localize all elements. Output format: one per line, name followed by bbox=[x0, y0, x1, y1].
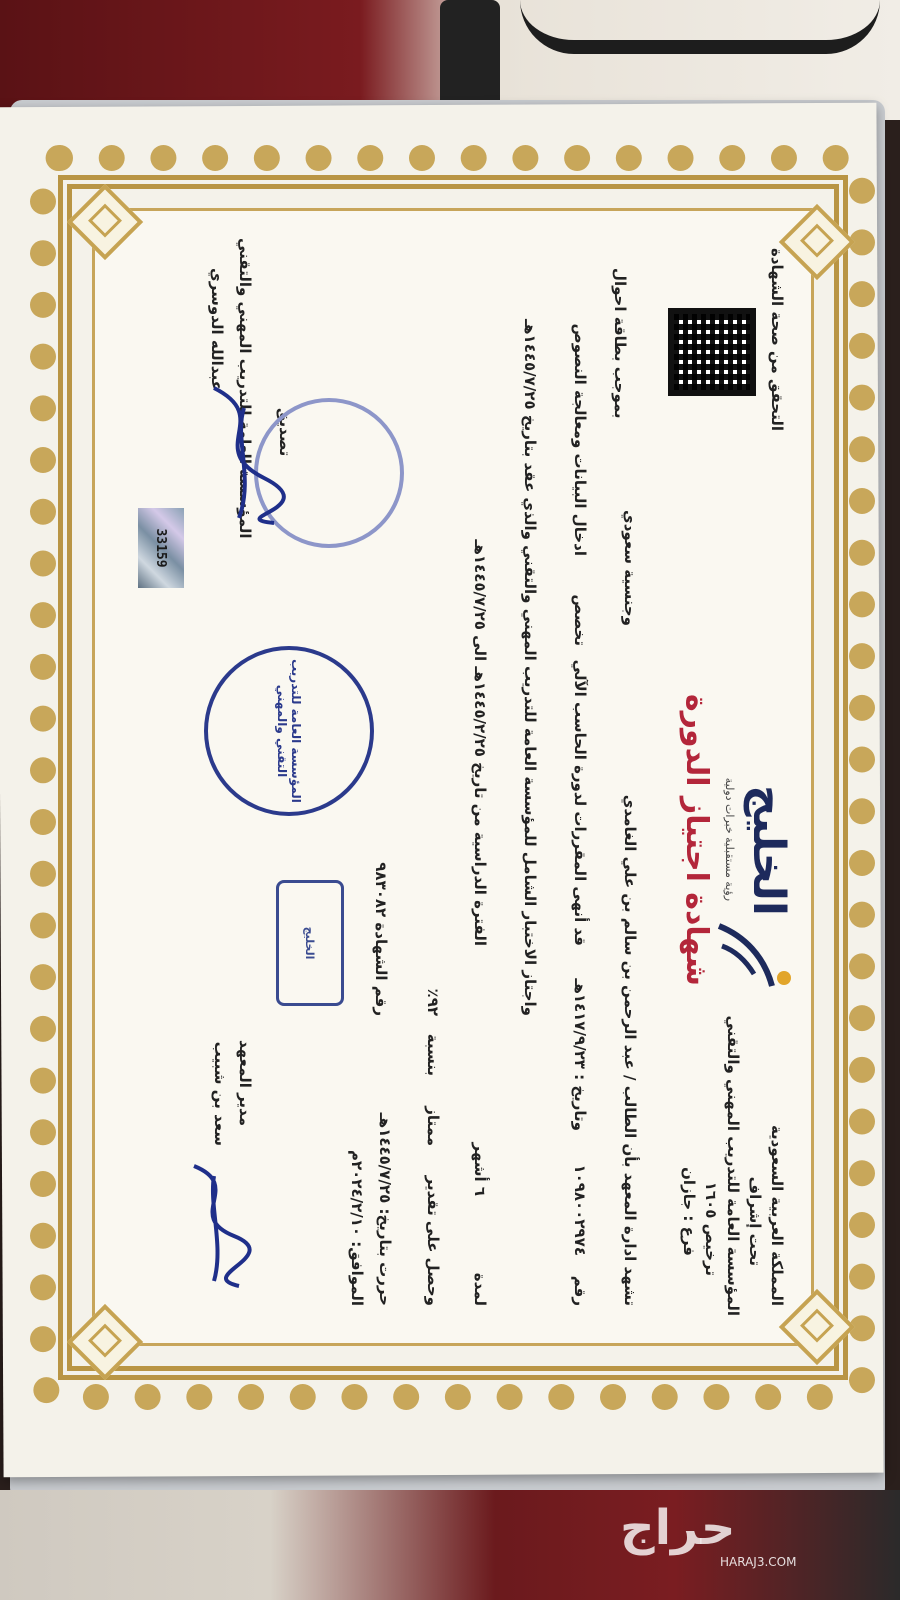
institute-stamp-text: الخليج bbox=[303, 926, 317, 960]
specialty-value: ادخال البيانات ومعالجة النصوص bbox=[571, 323, 589, 556]
institute-stamp bbox=[276, 880, 344, 1006]
background-cable bbox=[440, 0, 500, 110]
certificate bbox=[92, 208, 814, 1346]
date-of-birth: وتاريخ : ١٤١٧/٩/٢٣هـ bbox=[571, 978, 589, 1131]
nationality: وجنسية سعودي bbox=[621, 509, 639, 626]
header-line-5: فرع : جازان bbox=[680, 1167, 698, 1256]
header-line-4: ترخيص ١٦٠٥ bbox=[702, 1181, 720, 1276]
study-period: الفترة الدراسية من تاريخ ١٤٤٥/٢/٢٥هـ الى ١٤٤٥/٧/٢٥هـ bbox=[471, 539, 489, 946]
issue-date: حررت بتاريخ: ١٤٤٥/٧/٢٥هـ bbox=[376, 1112, 394, 1306]
body-line-3: واجتاز الاختبار الشامل للمؤسسة العامة للتدريب المهني والتقني والذي عقد بتاريخ ١٤٤٥/٧/٢٥هـ bbox=[521, 319, 539, 1016]
background-cable-loop bbox=[520, 0, 880, 54]
logo-name: الخليج bbox=[743, 785, 794, 916]
hologram-number: 33159 bbox=[153, 528, 169, 568]
official-seal bbox=[204, 646, 374, 816]
director-name: سعد بن شبيب bbox=[211, 1041, 229, 1146]
qr-code bbox=[668, 308, 756, 396]
certificate-content bbox=[92, 208, 814, 1346]
haraj-watermark: حراج bbox=[620, 1500, 736, 1556]
background-floor-bottom bbox=[0, 1490, 900, 1600]
header-line-1: المملكة العربية السعودية bbox=[768, 1124, 786, 1306]
percent-label: بنسبة bbox=[424, 1033, 442, 1076]
gregorian-date: الموافق: ٢٠٢٤/٢/١٠م bbox=[348, 1150, 366, 1306]
specialty-label: تخصص bbox=[571, 594, 589, 646]
completion-text: قد أنهى المقررات لدورة الحاسب الآلي bbox=[571, 659, 589, 946]
logo-tagline: رؤية مستقبلية خبرات دولية bbox=[723, 777, 736, 901]
header-line-3: المؤسسة العامة للتدريب المهني والتقني bbox=[724, 1015, 742, 1316]
id-label: رقم bbox=[571, 1275, 589, 1306]
attest-org: المؤسسة العامة للتدريب المهني والتقني bbox=[236, 238, 254, 539]
header-line-2: تحت إشراف bbox=[746, 1176, 764, 1266]
duration-value: ٦ أشهر bbox=[471, 1142, 489, 1196]
director-signature bbox=[174, 1156, 254, 1296]
director-title: مدير المعهد bbox=[236, 1039, 254, 1126]
haraj-watermark-site: HARAJ3.COM bbox=[720, 1555, 797, 1569]
attest-label: تصديق bbox=[276, 408, 294, 457]
percent-value: ٩٢٪ bbox=[424, 988, 442, 1016]
certificate-number: رقم الشهادة ٩٨٣٠٨٢ bbox=[372, 862, 390, 1016]
id-note: بموجب بطاقة احوال bbox=[611, 268, 629, 419]
logo-mark-icon bbox=[714, 916, 794, 996]
body-line-1: تشهد ادارة المعهد بأن الطالب / عبد الرحمن بن سالم بن علي الغامدي bbox=[621, 794, 639, 1306]
duration-label: لمدة bbox=[471, 1272, 489, 1306]
attestation-signature bbox=[194, 378, 294, 528]
attest-name: عبدالله الدوسري bbox=[208, 268, 226, 391]
certificate-title: شهادة اجتياز الدورة bbox=[679, 693, 714, 986]
grade-value: ممتاز bbox=[424, 1106, 442, 1146]
id-number: ١٠٩٨٠٠٢٩٧٤ bbox=[571, 1164, 589, 1256]
hologram-sticker bbox=[138, 508, 184, 588]
grade-label: وحصل على تقدير bbox=[424, 1175, 442, 1306]
verification-label: التحقق من صحة الشهادة bbox=[768, 248, 786, 432]
official-seal-text: المؤسسة العامة للتدريب التقني والمهني bbox=[275, 659, 303, 803]
